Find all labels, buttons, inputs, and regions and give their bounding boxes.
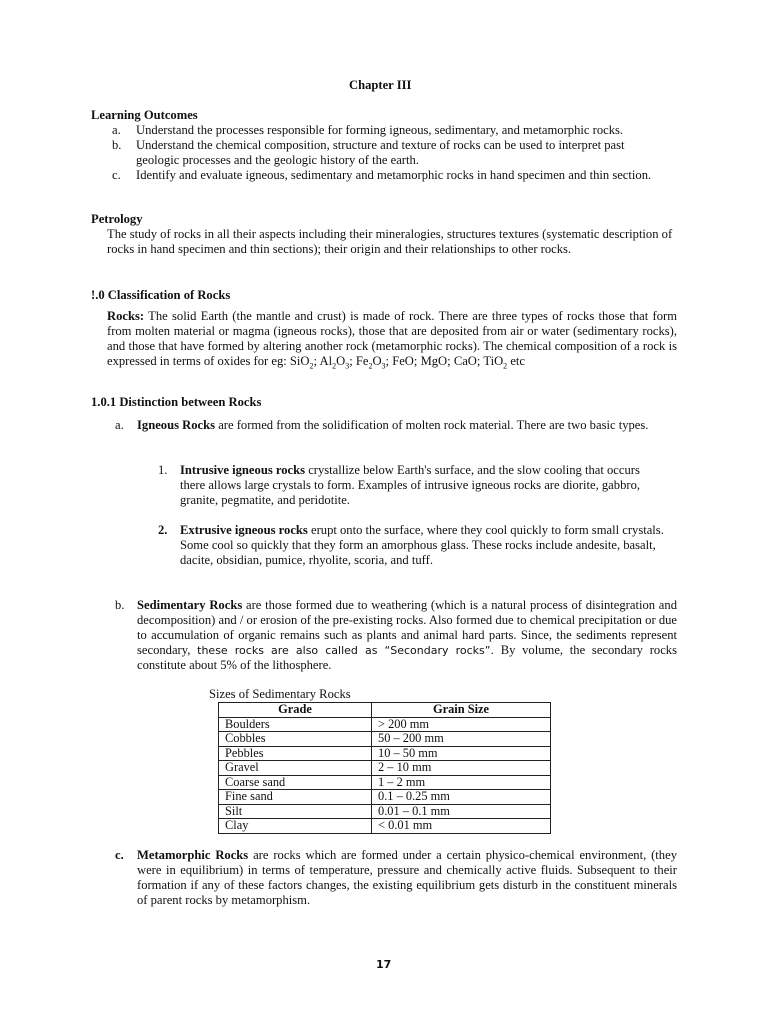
list-marker: b. (112, 138, 122, 152)
grade-cell: Coarse sand (219, 775, 372, 790)
table-row (219, 804, 551, 819)
table-row (219, 717, 551, 732)
metamorphic-label: Metamorphic Rocks (137, 848, 249, 862)
table-caption: Sizes of Sedimentary Rocks (209, 687, 351, 701)
chemical-formula: SiO$_2$ (289, 354, 314, 371)
page-number: 17 (376, 958, 392, 971)
learning-outcomes-list (112, 123, 682, 183)
list-marker: c. (112, 168, 121, 182)
list-item (112, 168, 682, 183)
grade-cell: Boulders (219, 717, 372, 732)
extrusive-label: Extrusive igneous rocks (180, 523, 308, 537)
grade-cell: Fine sand (219, 790, 372, 805)
chemical-formula: FeO (392, 354, 414, 368)
grain-size-table (218, 702, 551, 834)
table-row (219, 819, 551, 834)
intrusive-text: crystallize below Earth's surface, and the slow cooling that occurs there allows large crystals to form. Examples of intrusive igneous rocks are diorite, gabbro, granite, pegmatite, and peridotite. (180, 463, 641, 507)
list-marker: a. (115, 418, 124, 432)
intrusive-item (158, 463, 668, 508)
igneous-item (115, 418, 675, 433)
extrusive-text: erupt onto the surface, where they cool quickly to form small crystals. Some cool so quickly that they form an amorphous glass. These rocks include andesite, basalt, dacite, obsidian, pumice, rhyolite, scoria, and tuff. (180, 523, 664, 567)
list-marker: 1. (158, 463, 168, 477)
sedimentary-item (115, 598, 677, 673)
grade-cell: Gravel (219, 761, 372, 776)
list-marker: c. (115, 848, 124, 862)
extrusive-item (158, 523, 668, 568)
list-marker: 2. (158, 523, 168, 537)
list-marker: b. (115, 598, 125, 612)
grain-size-cell: > 200 mm (372, 717, 551, 732)
petrology-heading: Petrology (91, 212, 143, 226)
grain-size-cell: 0.1 – 0.25 mm (372, 790, 551, 805)
rocks-label: Rocks: (107, 309, 145, 323)
chemical-formula: MgO (420, 354, 448, 368)
table-row (219, 775, 551, 790)
list-item (112, 138, 682, 168)
igneous-label: Igneous Rocks (137, 418, 216, 432)
metamorphic-item (115, 848, 677, 908)
list-item-text: Identify and evaluate igneous, sedimentary and metamorphic rocks in hand specimen and thin section. (136, 168, 652, 182)
grain-size-cell: 2 – 10 mm (372, 761, 551, 776)
grade-cell: Cobbles (219, 732, 372, 747)
chemical-formula: $Al_2O_3$ (319, 354, 350, 371)
list-item (112, 123, 682, 138)
list-marker: a. (112, 123, 121, 137)
grain-size-cell: 50 – 200 mm (372, 732, 551, 747)
list-item-text: Understand the processes responsible for forming igneous, sedimentary, and metamorphic rocks. (136, 123, 624, 137)
distinction-heading: 1.0.1 Distinction between Rocks (91, 395, 262, 409)
chemical-formula: TiO$_2$ (483, 354, 508, 371)
sedimentary-label: Sedimentary Rocks (137, 598, 243, 612)
list-item-text: Understand the chemical composition, structure and texture of rocks can be used to interpret past geologic processes and the geologic history of the earth. (136, 138, 625, 167)
table-header-row (219, 703, 551, 718)
header-grade: Grade (219, 703, 372, 718)
header-grain-size: Grain Size (372, 703, 551, 718)
learning-outcomes-heading: Learning Outcomes (91, 108, 198, 122)
table-row (219, 761, 551, 776)
table-row (219, 746, 551, 761)
intrusive-label: Intrusive igneous rocks (180, 463, 306, 477)
table-row (219, 790, 551, 805)
grain-size-cell: < 0.01 mm (372, 819, 551, 834)
chapter-title: Chapter III (349, 78, 412, 92)
grade-cell: Silt (219, 804, 372, 819)
classification-heading: !.0 Classification of Rocks (91, 288, 231, 302)
metamorphic-text: are rocks which are formed under a certain physico-chemical environment, (they were in equilibrium) in terms of temperature, pressure and chemically active fluids. Subsequent to their formation if any of these factors changes, the existing equilibrium gets disturb in the constituent minerals of parent rocks by metamorphism. (137, 848, 677, 907)
secondary-rocks-text: these rocks are also called as “Secondary rocks”. (197, 644, 494, 657)
table-row (219, 732, 551, 747)
igneous-text: are formed from the solidification of molten rock material. There are two basic types. (218, 418, 649, 432)
sedimentary-text: are those formed due to weathering (which is a natural process of disintegration and decomposition) and / or erosion of the pre-existing rocks. Also formed due to chemical precipitation or due to accumulation of organic remains such as plants and animal hard parts. Since, the sediments represent secondary, (137, 598, 677, 657)
grain-size-cell: 1 – 2 mm (372, 775, 551, 790)
rocks-text: The solid Earth (the mantle and crust) is made of rock. There are three types of rocks those that form from molten material or magma (igneous rocks), those that are deposited from air or water (sedimentary rocks), and those that have formed by altering another rock (metamorphic rocks). The chemical composition of a rock is expressed in terms of oxides for eg: SiO$_2$; $Al_2O_3$; $Fe_2O_3$; FeO; MgO; CaO; TiO$_2$ etc (107, 309, 677, 371)
petrology-text: The study of rocks in all their aspects including their mineralogies, structures textures (systematic description of rocks in hand specimen and thin sections); their origin and their relationships to other rocks. (107, 227, 673, 256)
sedimentary-tail: By volume, the secondary rocks constitute about 5% of the lithosphere. (137, 643, 677, 672)
grade-cell: Pebbles (219, 746, 372, 761)
etc-text: etc (510, 354, 526, 368)
rocks-paragraph (107, 309, 677, 369)
grade-cell: Clay (219, 819, 372, 834)
chemical-formula: CaO (453, 354, 477, 368)
grain-size-cell: 10 – 50 mm (372, 746, 551, 761)
chemical-formula: $Fe_2O_3$ (355, 354, 386, 371)
grain-size-cell: 0.01 – 0.1 mm (372, 804, 551, 819)
